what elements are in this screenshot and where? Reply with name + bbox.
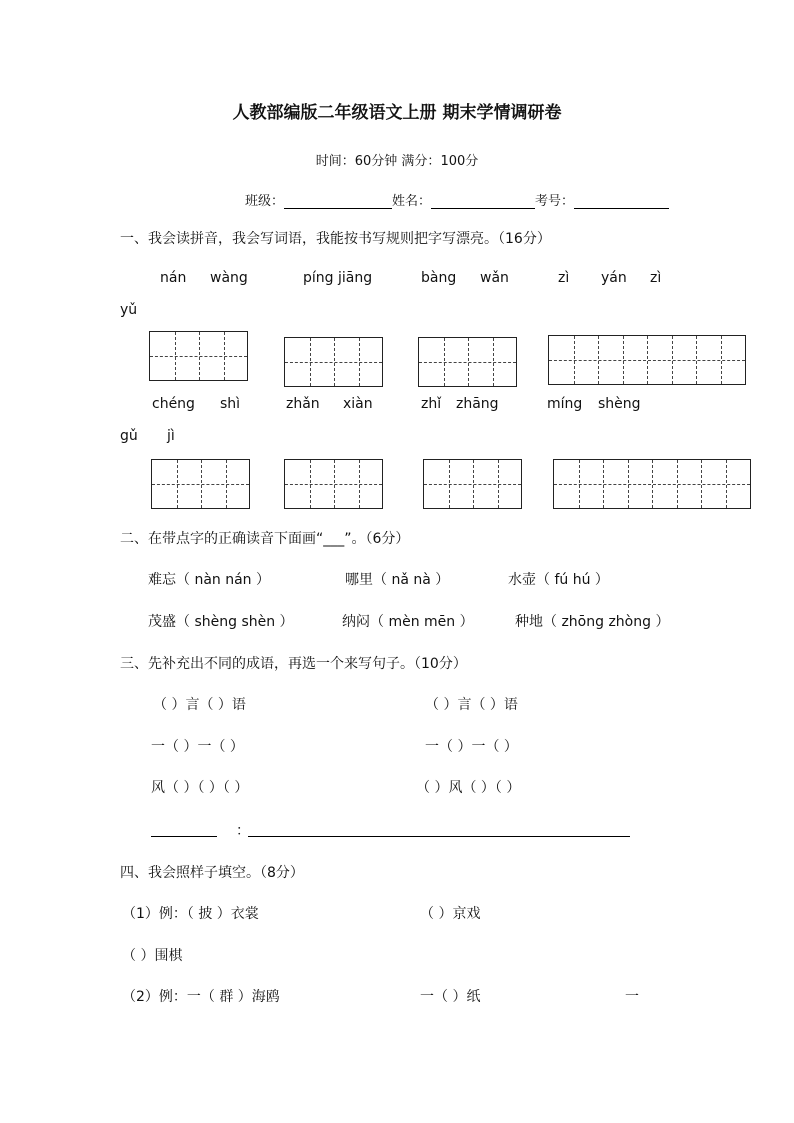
section3-heading: 三、先补充出不同的成语，再选一个来写句子。（10分）	[120, 656, 467, 672]
word: 哪里	[345, 572, 373, 588]
pinyin: wǎn	[480, 270, 509, 286]
number-label: 考号：	[535, 194, 575, 209]
idiom-blank[interactable]: （ ）言（ ）语	[153, 697, 246, 713]
class-label: 班级：	[245, 194, 285, 209]
reading-item	[345, 569, 449, 589]
section1-heading: 一、我会读拼音，我会写词语，我能按书写规则把字写漂亮。（16分）	[120, 231, 551, 247]
score-label: 满分：	[401, 154, 441, 169]
fill-blank[interactable]: 一（ ）纸	[420, 989, 481, 1005]
score-value: 100	[440, 154, 466, 169]
writing-grid[interactable]	[284, 459, 383, 509]
idiom-blank[interactable]: 一（ ）一（ ）	[425, 739, 518, 755]
pinyin: zhǎn	[286, 396, 320, 412]
pinyin: gǔ	[120, 428, 138, 444]
section2-heading: 二、在带点字的正确读音下面画“___”。（6分）	[120, 531, 410, 547]
reading-item	[148, 569, 270, 589]
fill-blank[interactable]: （ ）京戏	[420, 906, 481, 922]
pinyin: shì	[220, 396, 241, 412]
pinyin: zhāng	[456, 396, 499, 412]
word: 难忘	[148, 572, 176, 588]
idiom-blank[interactable]: （ ）风（ ）（ ）	[416, 780, 521, 796]
word: 纳闷	[342, 614, 370, 630]
idiom-choice-line[interactable]	[151, 836, 217, 837]
idiom-blank[interactable]: 风（ ）（ ）（ ）	[151, 780, 249, 796]
writing-grid[interactable]	[149, 331, 248, 381]
reading-options[interactable]: （ fú hú ）	[536, 572, 609, 588]
pinyin: píng jiāng	[303, 270, 373, 286]
fill-blank[interactable]: （ ）围棋	[122, 948, 183, 964]
writing-grid[interactable]	[418, 337, 517, 387]
class-field[interactable]	[284, 194, 392, 209]
pinyin: chéng	[152, 396, 195, 412]
name-field[interactable]	[431, 194, 535, 209]
pinyin: zhǐ	[421, 396, 442, 412]
number-field[interactable]	[574, 194, 669, 209]
pinyin: shèng	[598, 396, 641, 412]
reading-options[interactable]: （ zhōng zhòng ）	[543, 614, 670, 630]
reading-options[interactable]: （ mèn mēn ）	[370, 614, 474, 630]
writing-grid[interactable]	[548, 335, 746, 385]
fill-blank[interactable]: 一	[625, 989, 639, 1005]
pinyin: zì	[650, 270, 662, 286]
pinyin: yán	[601, 270, 627, 286]
word: 水壶	[508, 572, 536, 588]
fill-item: （1）例：（ 披 ）衣裳	[122, 906, 259, 922]
pinyin: wàng	[210, 270, 248, 286]
time-unit: 分钟	[371, 154, 398, 169]
idiom-blank[interactable]: （ ）言（ ）语	[425, 697, 518, 713]
word: 种地	[515, 614, 543, 630]
time-value: 60	[354, 154, 372, 169]
pinyin: bàng	[421, 270, 457, 286]
pinyin: xiàn	[343, 396, 373, 412]
word: 茂盛	[148, 614, 176, 630]
name-label: 姓名：	[392, 194, 432, 209]
reading-options[interactable]: （ nǎ nà ）	[373, 572, 450, 588]
colon: ：	[236, 823, 250, 839]
page-title: 人教部编版二年级语文上册 期末学情调研卷	[232, 103, 562, 123]
reading-item	[515, 611, 669, 631]
pinyin: yǔ	[120, 302, 138, 318]
reading-item	[342, 611, 474, 631]
pinyin: míng	[547, 396, 583, 412]
pinyin: jì	[167, 428, 175, 444]
pinyin: zì	[558, 270, 570, 286]
pinyin: nán	[160, 270, 187, 286]
reading-item	[148, 611, 294, 631]
writing-grid[interactable]	[284, 337, 383, 387]
writing-grid[interactable]	[553, 459, 751, 509]
reading-item	[508, 569, 609, 589]
student-info-row	[245, 190, 669, 209]
reading-options[interactable]: （ shèng shèn ）	[176, 614, 294, 630]
idiom-blank[interactable]: 一（ ）一（ ）	[151, 739, 244, 755]
sentence-line[interactable]	[248, 836, 630, 837]
writing-grid[interactable]	[151, 459, 250, 509]
section4-heading: 四、我会照样子填空。（8分）	[120, 865, 304, 881]
score-unit: 分	[465, 154, 479, 169]
time-label: 时间：	[315, 154, 355, 169]
reading-options[interactable]: （ nàn nán ）	[176, 572, 271, 588]
writing-grid[interactable]	[423, 459, 522, 509]
exam-info	[0, 150, 794, 169]
fill-item: （2）例：一（ 群 ）海鸥	[122, 989, 280, 1005]
